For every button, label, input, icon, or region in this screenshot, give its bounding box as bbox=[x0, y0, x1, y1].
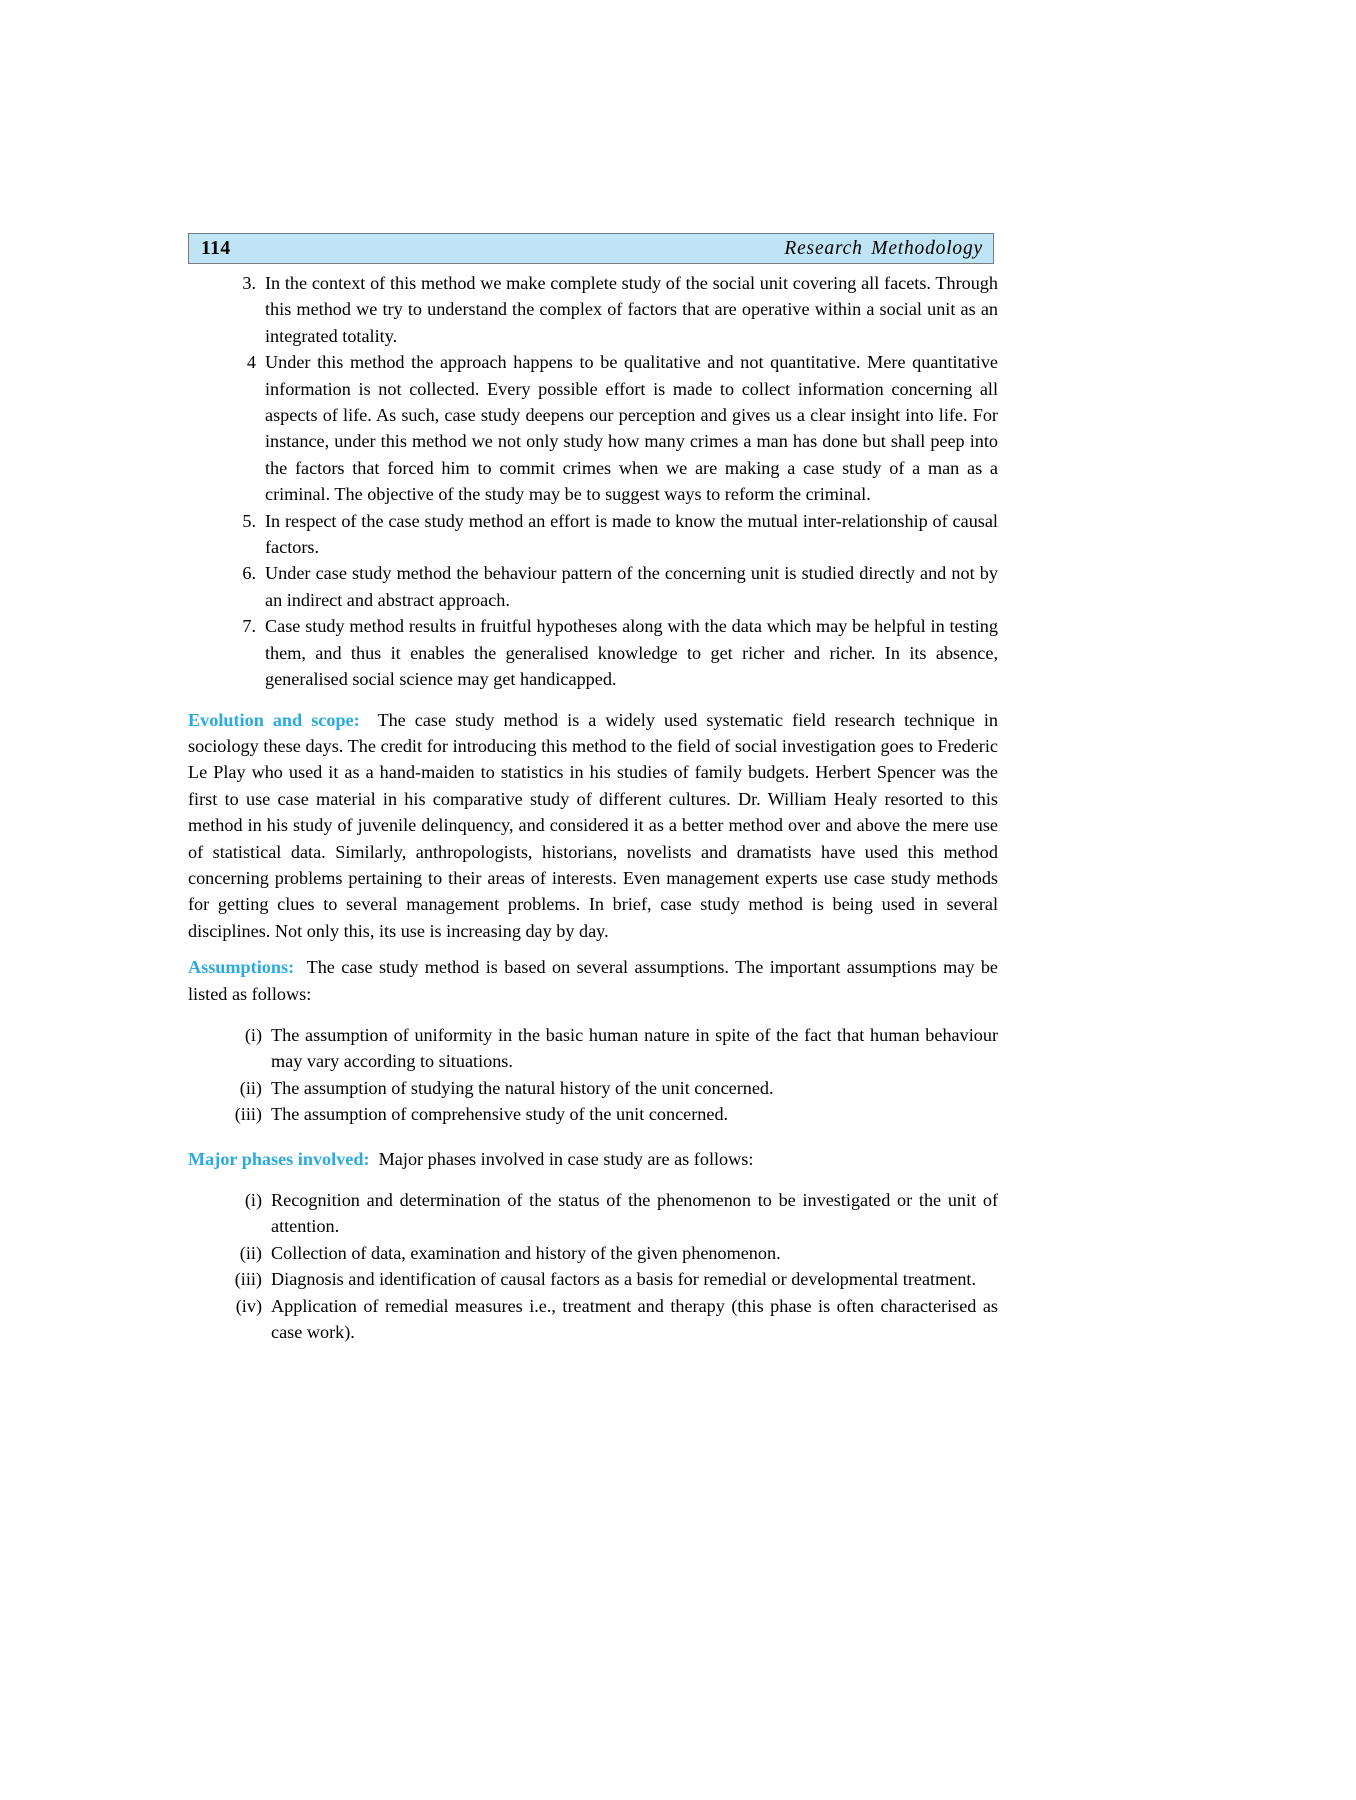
list-item bbox=[188, 1075, 998, 1101]
list-marker: (iv) bbox=[235, 1295, 262, 1316]
section-assumptions-paragraph bbox=[188, 954, 998, 1007]
list-marker: (i) bbox=[244, 1190, 262, 1210]
section-heading-assumptions: Assumptions: bbox=[188, 957, 295, 978]
section-assumptions-body: The case study method is based on several assumptions. The important assumptions may be listed as follows: bbox=[188, 957, 999, 1004]
list-marker: 7. bbox=[242, 616, 256, 637]
list-item-text: Recognition and determination of the status of the phenomenon to be investigated or the unit of attention. bbox=[271, 1190, 998, 1237]
list-item bbox=[188, 1293, 998, 1346]
list-item bbox=[188, 1266, 998, 1292]
list-marker: 6. bbox=[242, 563, 256, 584]
list-item-text: The assumption of uniformity in the basic human nature in spite of the fact that human behaviour may vary according to situations. bbox=[271, 1024, 998, 1072]
list-item-text: Application of remedial measures i.e., treatment and therapy (this phase is often characterised as case work). bbox=[271, 1295, 998, 1343]
section-evolution-body: The case study method is a widely used systematic field research technique in sociology these days. The credit for introducing this method to the field of social investigation goes to Frederic Le Play who used it as a hand-maiden to statistics in his studies of family budgets. Herbert Spencer was the first to use case material in his comparative study of different cultures. Dr. William Healy resorted to this method in his study of juvenile delinquency, and considered it as a better method over and above the mere use of statistical data. Similarly, anthropologists, historians, novelists and dramatists have used this method concerning problems pertaining to their areas of interests. Even management experts use case study methods for getting clues to several management problems. In brief, case study method is being used in several disciplines. Not only this, its use is increasing day by day. bbox=[188, 709, 998, 941]
numbered-list bbox=[188, 270, 998, 693]
spacer bbox=[188, 1128, 998, 1146]
list-marker: 4 bbox=[246, 352, 256, 373]
list-marker: (ii) bbox=[239, 1242, 262, 1263]
list-marker: 3. bbox=[242, 273, 256, 293]
list-item bbox=[188, 1022, 998, 1075]
list-item-text: Case study method results in fruitful hypotheses along with the data which may be helpful in testing them, and thus it enables the generalised knowledge to get richer and richer. In its absence, generalised social science may get handicapped. bbox=[265, 616, 998, 690]
list-item bbox=[188, 1240, 998, 1266]
page-title: Research Methodology bbox=[784, 237, 983, 259]
spacer bbox=[188, 945, 998, 954]
spacer bbox=[188, 1008, 998, 1022]
section-evolution-paragraph bbox=[188, 707, 998, 945]
list-marker: 5. bbox=[242, 510, 256, 531]
list-item-text: In respect of the case study method an effort is made to know the mutual inter-relationship of causal factors. bbox=[265, 510, 998, 558]
list-item-text: Under case study method the behaviour pattern of the concerning unit is studied directly and not by an indirect and abstract approach. bbox=[265, 563, 998, 610]
page-content bbox=[188, 270, 998, 1345]
list-item bbox=[188, 613, 998, 692]
section-major-phases-body: Major phases involved in case study are as follows: bbox=[378, 1148, 754, 1169]
list-item bbox=[188, 1101, 998, 1127]
section-heading-major-phases: Major phases involved: bbox=[188, 1148, 370, 1169]
list-item-text: In the context of this method we make complete study of the social unit covering all facets. Through this method we try to understand the complex of factors that are operative within a social unit as an integrated totality. bbox=[265, 273, 998, 346]
list-item-text: Under this method the approach happens to be qualitative and not quantitative. Mere quantitative information is not collected. Every possible effort is made to collect information concerning all aspects of life. As such, case study deepens our perception and gives us a clear insight into life. For instance, under this method we not only study how many crimes a man has done but shall peep into the factors that forced him to commit crimes when we are making a case study of a man as a criminal. The objective of the study may be to suggest ways to reform the criminal. bbox=[265, 352, 998, 505]
list-item-text: Diagnosis and identification of causal factors as a basis for remedial or developmental treatment. bbox=[271, 1269, 977, 1290]
section-major-phases-paragraph bbox=[188, 1146, 998, 1172]
list-marker: (i) bbox=[244, 1024, 262, 1045]
spacer bbox=[188, 1173, 998, 1187]
page-running-header bbox=[188, 233, 994, 264]
spacer bbox=[188, 693, 998, 707]
list-marker: (iii) bbox=[234, 1269, 262, 1290]
list-item-text: Collection of data, examination and history of the given phenomenon. bbox=[271, 1242, 781, 1263]
list-item bbox=[188, 349, 998, 507]
list-marker: (iii) bbox=[234, 1104, 262, 1125]
list-marker: (ii) bbox=[239, 1077, 262, 1098]
major-phases-list bbox=[188, 1187, 998, 1345]
list-item-text: The assumption of studying the natural history of the unit concerned. bbox=[271, 1077, 774, 1098]
list-item bbox=[188, 1187, 998, 1240]
list-item bbox=[188, 560, 998, 613]
list-item-text: The assumption of comprehensive study of the unit concerned. bbox=[271, 1104, 729, 1125]
section-heading-evolution: Evolution and scope: bbox=[188, 709, 360, 730]
assumptions-list bbox=[188, 1022, 998, 1128]
page-number: 114 bbox=[201, 237, 231, 259]
list-item bbox=[188, 508, 998, 561]
list-item bbox=[188, 270, 998, 349]
